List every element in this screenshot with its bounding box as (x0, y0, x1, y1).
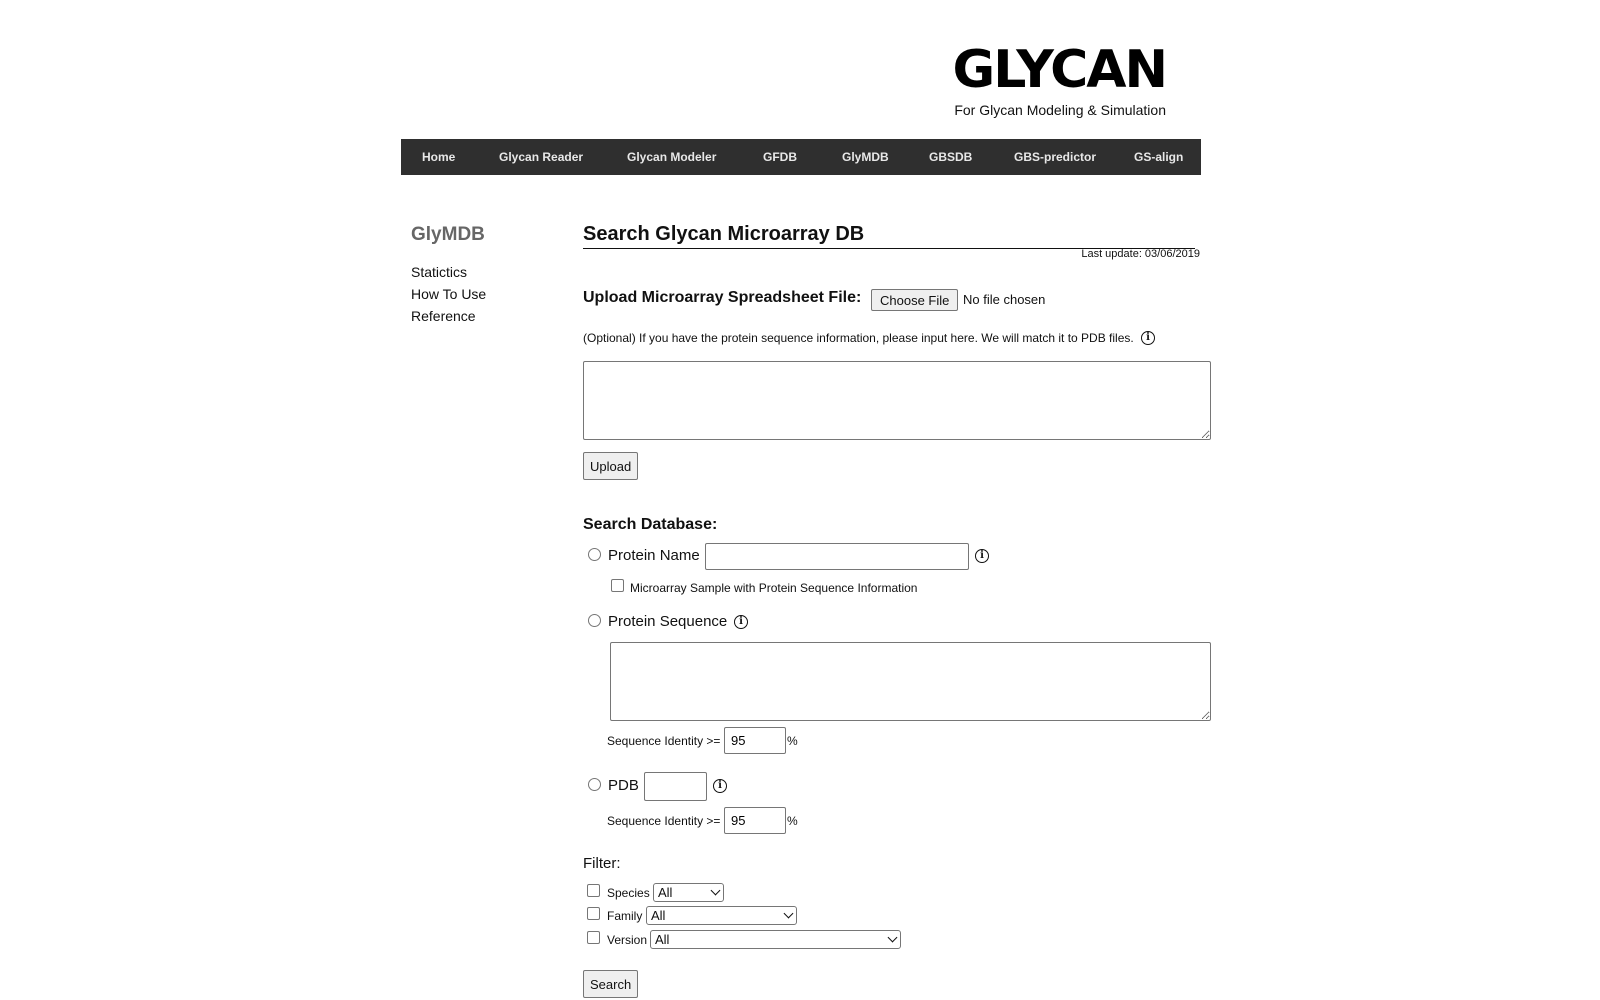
sidebar-link-how-to-use[interactable]: How To Use (411, 286, 487, 302)
nav-home[interactable]: Home (422, 150, 456, 164)
nav-gbsdb[interactable]: GBSDB (929, 150, 973, 164)
upload-button[interactable]: Upload (583, 452, 638, 480)
info-icon[interactable]: i (975, 549, 989, 563)
protein-name-label: Protein Name (608, 547, 700, 564)
pdb-identity-label: Sequence Identity >= (607, 814, 721, 828)
protein-sequence-label: Protein Sequence (608, 613, 728, 630)
nav-glymdb[interactable]: GlyMDB (842, 150, 889, 164)
sidebar-link-statistics[interactable]: Statictics (411, 264, 468, 280)
version-select-value: All (655, 932, 670, 947)
version-checkbox[interactable] (587, 931, 600, 944)
family-select-value: All (651, 908, 666, 923)
upload-label: Upload Microarray Spreadsheet File: (583, 289, 862, 306)
nav-gs-align[interactable]: GS-align (1134, 150, 1184, 164)
search-database-label: Search Database: (583, 516, 718, 533)
protein-name-radio[interactable] (588, 548, 601, 561)
nav-gfdb[interactable]: GFDB (763, 150, 797, 164)
version-label: Version (607, 933, 648, 947)
top-nav (401, 139, 1201, 175)
nav-glycan-modeler[interactable]: Glycan Modeler (627, 150, 717, 164)
search-button[interactable]: Search (583, 970, 638, 998)
family-label: Family (607, 909, 643, 923)
sidebar-title: GlyMDB (411, 224, 485, 245)
protein-name-input[interactable] (705, 543, 969, 570)
family-checkbox[interactable] (587, 907, 600, 920)
page-title: Search Glycan Microarray DB (583, 223, 1195, 249)
info-icon[interactable]: i (734, 615, 748, 629)
protein-sequence-radio[interactable] (588, 614, 601, 627)
site-logo-title[interactable]: GLYCAN (952, 40, 1166, 100)
info-icon[interactable]: i (1141, 331, 1155, 345)
version-select[interactable] (650, 930, 901, 949)
sequence-sample-checkbox[interactable] (611, 579, 624, 592)
info-icon[interactable]: i (713, 779, 727, 793)
filter-label: Filter: (583, 855, 621, 872)
pdb-radio[interactable] (588, 778, 601, 791)
sequence-identity-label: Sequence Identity >= (607, 734, 721, 748)
sidebar-link-reference[interactable]: Reference (411, 308, 476, 324)
chevron-down-icon (888, 933, 898, 943)
site-tagline: For Glycan Modeling & Simulation (954, 102, 1166, 118)
file-status: No file chosen (963, 292, 1046, 307)
species-select-value: All (658, 885, 673, 900)
pdb-identity-input[interactable] (724, 807, 786, 834)
last-update: Last update: 03/06/2019 (1081, 248, 1200, 260)
nav-gbs-predictor[interactable]: GBS-predictor (1014, 150, 1097, 164)
nav-glycan-reader[interactable]: Glycan Reader (499, 150, 584, 164)
pdb-input[interactable] (644, 772, 707, 801)
sequence-identity-percent: % (787, 734, 798, 748)
pdb-label: PDB (608, 777, 639, 794)
pdb-identity-percent: % (787, 814, 798, 828)
sequence-identity-input[interactable] (724, 727, 786, 754)
chevron-down-icon (711, 886, 721, 896)
optional-sequence-textarea[interactable] (583, 361, 1211, 440)
protein-sequence-textarea[interactable] (610, 642, 1211, 721)
family-select[interactable] (646, 906, 797, 925)
species-label: Species (607, 886, 650, 900)
species-checkbox[interactable] (587, 884, 600, 897)
chevron-down-icon (784, 909, 794, 919)
sequence-sample-label: Microarray Sample with Protein Sequence Information (630, 581, 918, 595)
choose-file-button[interactable]: Choose File (871, 289, 958, 311)
optional-sequence-hint: (Optional) If you have the protein sequence information, please input here. We will match it to PDB files. (583, 331, 1134, 345)
species-select[interactable] (653, 883, 724, 902)
